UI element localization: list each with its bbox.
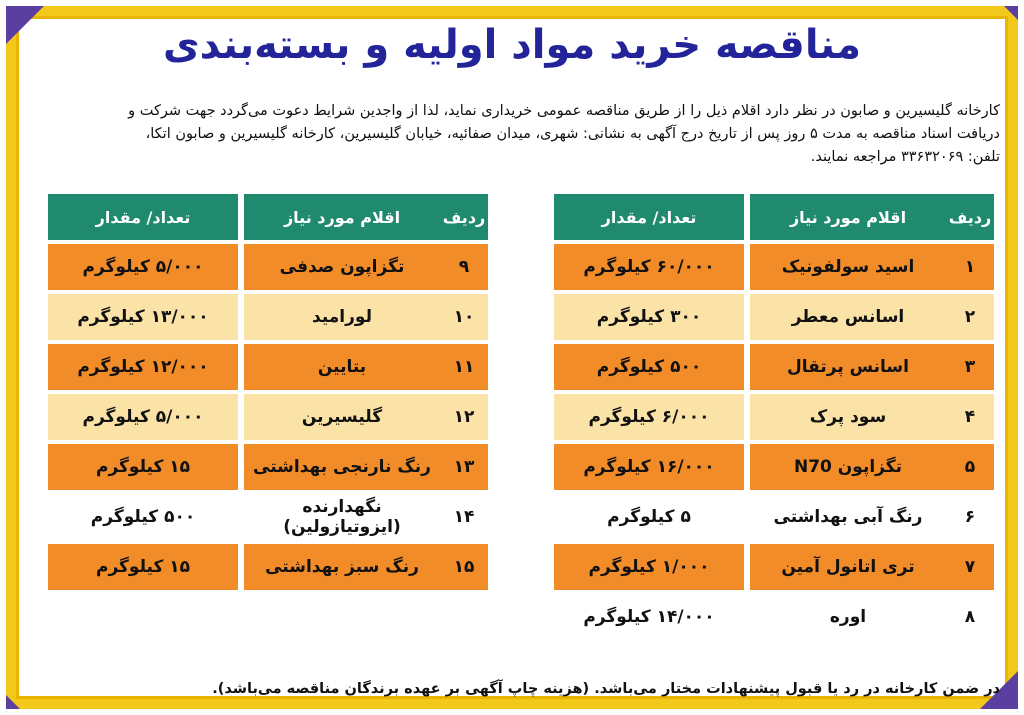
table-row [42,244,488,290]
cell-item: سود پرک [744,394,946,440]
cell-item: تگزاپون N70 [744,444,946,490]
cell-item: اسانس معطر [744,294,946,340]
intro-line: تلفن: ۳۳۶۳۲۰۶۹ مراجعه نمایند. [810,149,1000,165]
cell-row-number: ۱۴ [440,494,488,540]
items-table-left [42,190,488,594]
cell-quantity: ۱۳/۰۰۰ کیلوگرم [42,294,238,340]
cell-quantity: ۳۰۰ کیلوگرم [548,294,744,340]
header-quantity: تعداد/ مقدار [548,194,744,240]
cell-quantity: ۶/۰۰۰ کیلوگرم [548,394,744,440]
table-row [548,544,994,590]
cell-row-number: ۹ [440,244,488,290]
intro-paragraph [28,100,1000,169]
cell-quantity: ۱۲/۰۰۰ کیلوگرم [42,344,238,390]
table-row [548,594,994,640]
cell-row-number: ۳ [946,344,994,390]
table-row [42,494,488,540]
ad-title: مناقصه خرید مواد اولیه و بسته‌بندی [163,22,861,68]
cell-item: لورامید [238,294,440,340]
header-row-number: ردیف [946,194,994,240]
cell-row-number: ۴ [946,394,994,440]
table-row [42,394,488,440]
cell-quantity: ۱۶/۰۰۰ کیلوگرم [548,444,744,490]
corner-decoration [1004,6,1018,20]
cell-row-number: ۸ [946,594,994,640]
footer-note: در ضمن کارخانه در رد یا قبول پیشنهادات مختار می‌باشد. (هزینه چاپ آگهی بر عهده برندگان مناقصه می‌باشد). [212,681,1000,697]
intro-line: دریافت اسناد مناقصه به مدت ۵ روز پس از تاریخ درج آگهی به نشانی: شهری، میدان صفائیه، خیابان گلیسیرین، کارخانه گلیسیرین و صابون اتکا، [145,126,1000,142]
cell-item: اسانس پرتقال [744,344,946,390]
cell-item: تگزاپون صدفی [238,244,440,290]
cell-row-number: ۱۳ [440,444,488,490]
cell-quantity: ۵۰۰ کیلوگرم [548,344,744,390]
table-row [548,494,994,540]
cell-quantity: ۵/۰۰۰ کیلوگرم [42,394,238,440]
table-row [548,444,994,490]
cell-row-number: ۷ [946,544,994,590]
cell-item: رنگ نارنجی بهداشتی [238,444,440,490]
cell-row-number: ۱۲ [440,394,488,440]
cell-item: رنگ سبز بهداشتی [238,544,440,590]
table-row [42,544,488,590]
cell-row-number: ۵ [946,444,994,490]
cell-item: رنگ آبی بهداشتی [744,494,946,540]
cell-row-number: ۱۱ [440,344,488,390]
table-row [548,244,994,290]
cell-quantity: ۵/۰۰۰ کیلوگرم [42,244,238,290]
intro-line: کارخانه گلیسیرین و صابون در نظر دارد اقلام ذیل را از طریق مناقصه عمومی خریداری نماید، لذا از واجدین شرایط دعوت می‌گردد جهت شرکت و [128,103,1000,119]
cell-quantity: ۵ کیلوگرم [548,494,744,540]
items-table-right [548,190,994,644]
cell-quantity: ۱۵ کیلوگرم [42,444,238,490]
cell-item: تری اتانول آمین [744,544,946,590]
table-row [42,344,488,390]
cell-quantity: ۱۵ کیلوگرم [42,544,238,590]
cell-item: بتایین [238,344,440,390]
table-row [548,344,994,390]
cell-row-number: ۱۰ [440,294,488,340]
table-row [42,294,488,340]
cell-quantity: ۱۴/۰۰۰ کیلوگرم [548,594,744,640]
cell-row-number: ۱۵ [440,544,488,590]
header-row-number: ردیف [440,194,488,240]
table-row [548,394,994,440]
corner-decoration [6,695,20,709]
cell-item: اسید سولفونیک [744,244,946,290]
table-row [42,444,488,490]
cell-item: نگهدارنده (ایزوتیازولین) [238,494,440,540]
cell-quantity: ۵۰۰ کیلوگرم [42,494,238,540]
header-item: اقلام مورد نیاز [238,194,440,240]
header-quantity: تعداد/ مقدار [42,194,238,240]
cell-quantity: ۶۰/۰۰۰ کیلوگرم [548,244,744,290]
table-row [548,294,994,340]
cell-quantity: ۱/۰۰۰ کیلوگرم [548,544,744,590]
cell-item: گلیسیرین [238,394,440,440]
cell-row-number: ۱ [946,244,994,290]
cell-row-number: ۲ [946,294,994,340]
header-item: اقلام مورد نیاز [744,194,946,240]
cell-row-number: ۶ [946,494,994,540]
cell-item: اوره [744,594,946,640]
